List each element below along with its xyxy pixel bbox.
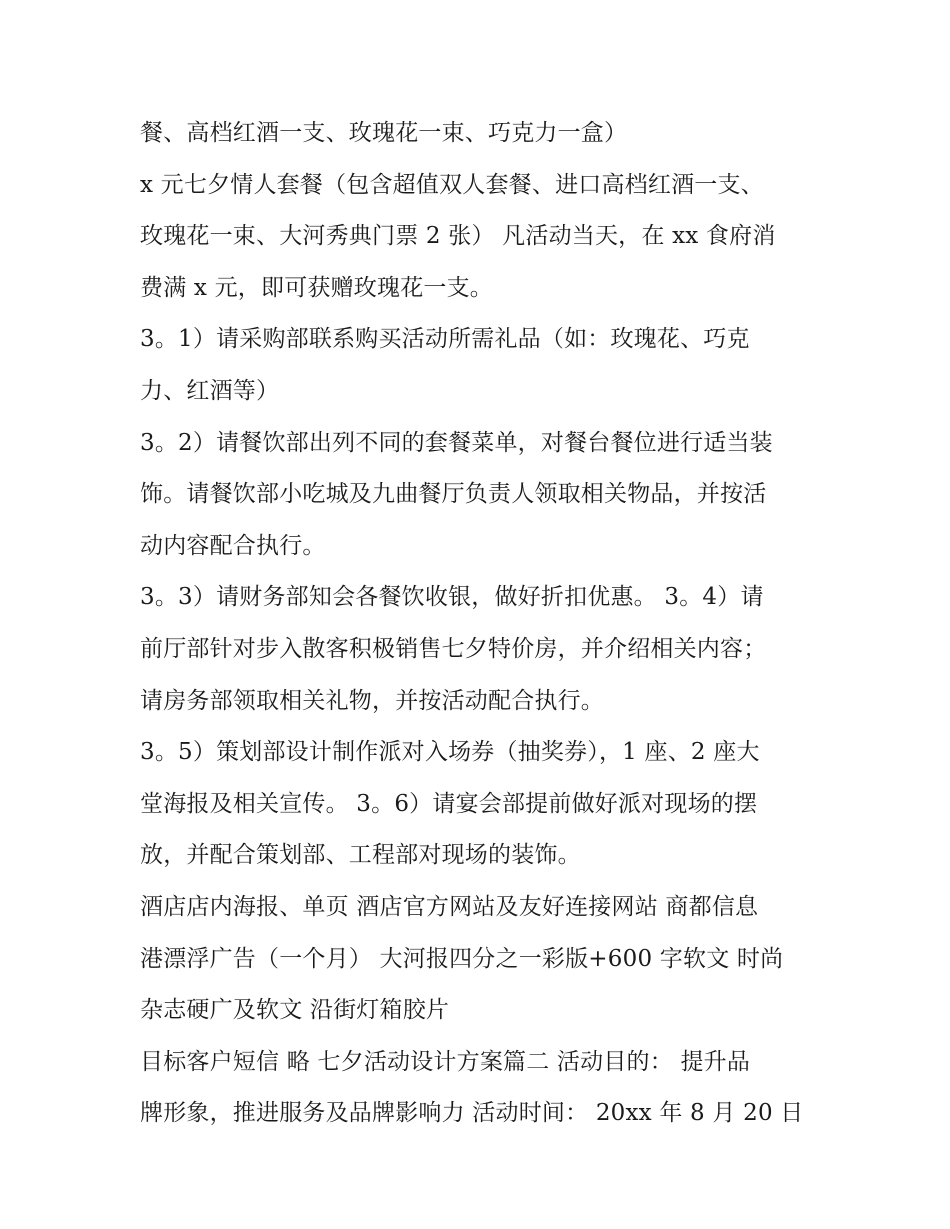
text-line: 请房务部领取相关礼物，并按活动配合执行。	[140, 687, 604, 714]
text-line: 目标客户短信 略 七夕活动设计方案篇二 活动目的： 提升品	[140, 1048, 751, 1075]
text-line: 费满 x 元，即可获赠玫瑰花一支。	[140, 274, 493, 301]
text-line: x 元七夕情人套餐（包含超值双人套餐、进口高档红酒一支、	[140, 171, 764, 198]
text-line: 餐、高档红酒一支、玫瑰花一束、巧克力一盒）	[140, 120, 628, 146]
text-line: 力、红酒等）	[140, 377, 280, 404]
text-line: 3。5）策划部设计制作派对入场券（抽奖券），1 座、2 座大	[140, 739, 760, 766]
text-line: 堂海报及相关宣传。 3。6）请宴会部提前做好派对现场的摆	[140, 790, 758, 817]
text-line: 动内容配合执行。	[140, 532, 326, 559]
text-line: 3。3）请财务部知会各餐饮收银，做好折扣优惠。 3。4）请	[140, 584, 764, 611]
text-line: 酒店店内海报、单页 酒店官方网站及友好连接网站 商都信息	[140, 893, 759, 920]
text-line: 牌形象，推进服务及品牌影响力 活动时间： 20xx 年 8 月 20 日	[140, 1100, 804, 1127]
text-line: 杂志硬广及软文 沿街灯箱胶片	[140, 997, 450, 1024]
body-text	[140, 108, 820, 1140]
text-line: 饰。请餐饮部小吃城及九曲餐厅负责人领取相关物品，并按活	[140, 481, 767, 508]
text-line: 放，并配合策划部、工程部对现场的装饰。	[140, 842, 581, 869]
text-line: 前厅部针对步入散客积极销售七夕特价房，并介绍相关内容；	[140, 635, 767, 662]
text-line: 3。2）请餐饮部出列不同的套餐菜单，对餐台餐位进行适当装	[140, 429, 773, 456]
text-line: 玫瑰花一束、大河秀典门票 2 张） 凡活动当天，在 xx 食府消	[140, 223, 776, 250]
text-line: 港漂浮广告（一个月） 大河报四分之一彩版+600 字软文 时尚	[140, 945, 784, 972]
text-line: 3。1）请采购部联系购买活动所需礼品（如：玫瑰花、巧克	[140, 326, 750, 353]
